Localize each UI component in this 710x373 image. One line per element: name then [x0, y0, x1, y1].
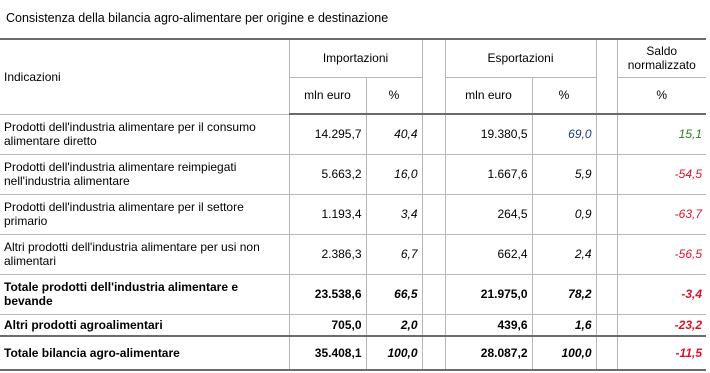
exp-value: 28.087,2 [445, 336, 532, 370]
exp-pct: 100,0 [532, 336, 596, 370]
saldo-value: -56,5 [617, 234, 706, 274]
row-label: Totale bilancia agro-alimentare [0, 336, 289, 370]
imp-value: 2.386,3 [289, 234, 366, 274]
spacer-cell [596, 314, 617, 336]
exp-pct: 2,4 [532, 234, 596, 274]
header-pct-exp: % [532, 77, 596, 114]
spacer-cell [596, 274, 617, 314]
row-label: Altri prodotti agroalimentari [0, 314, 289, 336]
imp-pct: 6,7 [366, 234, 422, 274]
table-row-total [0, 314, 706, 336]
imp-value: 5.663,2 [289, 154, 366, 194]
spacer-cell [596, 154, 617, 194]
saldo-value: -3,4 [617, 274, 706, 314]
header-indicazioni: Indicazioni [0, 39, 289, 114]
imp-value: 14.295,7 [289, 114, 366, 154]
exp-pct: 69,0 [532, 114, 596, 154]
spacer-cell [596, 39, 617, 77]
imp-value: 1.193,4 [289, 194, 366, 234]
exp-value: 439,6 [445, 314, 532, 336]
row-label: Prodotti dell'industria alimentare per il consumo alimentare diretto [0, 114, 289, 154]
table-title: Consistenza della bilancia agro-alimentare per origine e destinazione [6, 11, 389, 25]
spacer-cell [596, 114, 617, 154]
header-esportazioni: Esportazioni [445, 39, 596, 77]
exp-value: 662,4 [445, 234, 532, 274]
imp-pct: 66,5 [366, 274, 422, 314]
header-importazioni: Importazioni [289, 39, 422, 77]
imp-pct: 40,4 [366, 114, 422, 154]
spacer-cell [422, 154, 445, 194]
spacer-cell [422, 274, 445, 314]
spacer-cell [596, 194, 617, 234]
exp-value: 1.667,6 [445, 154, 532, 194]
table-row-grand-total [0, 336, 706, 370]
exp-pct: 5,9 [532, 154, 596, 194]
spacer-cell [596, 77, 617, 114]
exp-pct: 1,6 [532, 314, 596, 336]
exp-pct: 78,2 [532, 274, 596, 314]
table-row [0, 234, 706, 274]
row-label: Prodotti dell'industria alimentare per il settore primario [0, 194, 289, 234]
spacer-cell [422, 39, 445, 77]
spacer-cell [596, 234, 617, 274]
row-label: Altri prodotti dell'industria alimentare per usi non alimentari [0, 234, 289, 274]
imp-pct: 16,0 [366, 154, 422, 194]
row-label: Totale prodotti dell'industria alimentare e bevande [0, 274, 289, 314]
spacer-cell [422, 234, 445, 274]
header-mln-euro-exp: mln euro [445, 77, 532, 114]
header-pct-imp: % [366, 77, 422, 114]
imp-value: 705,0 [289, 314, 366, 336]
table-row [0, 114, 706, 154]
saldo-value: -11,5 [617, 336, 706, 370]
exp-value: 19.380,5 [445, 114, 532, 154]
header-mln-euro-imp: mln euro [289, 77, 366, 114]
saldo-value: -63,7 [617, 194, 706, 234]
saldo-value: -23,2 [617, 314, 706, 336]
table-row-total [0, 274, 706, 314]
exp-value: 264,5 [445, 194, 532, 234]
spacer-cell [422, 77, 445, 114]
trade-balance-table [0, 38, 706, 371]
saldo-value: -54,5 [617, 154, 706, 194]
table-row [0, 154, 706, 194]
spacer-cell [422, 194, 445, 234]
imp-pct: 100,0 [366, 336, 422, 370]
imp-pct: 2,0 [366, 314, 422, 336]
saldo-value: 15,1 [617, 114, 706, 154]
exp-value: 21.975,0 [445, 274, 532, 314]
spacer-cell [422, 336, 445, 370]
header-pct-saldo: % [617, 77, 706, 114]
header-saldo: Saldo normalizzato [617, 39, 706, 77]
header-row-groups [0, 39, 706, 77]
spacer-cell [422, 114, 445, 154]
imp-value: 23.538,6 [289, 274, 366, 314]
spacer-cell [596, 336, 617, 370]
exp-pct: 0,9 [532, 194, 596, 234]
spacer-cell [422, 314, 445, 336]
imp-pct: 3,4 [366, 194, 422, 234]
imp-value: 35.408,1 [289, 336, 366, 370]
row-label: Prodotti dell'industria alimentare reimpiegati nell'industria alimentare [0, 154, 289, 194]
table-row [0, 194, 706, 234]
